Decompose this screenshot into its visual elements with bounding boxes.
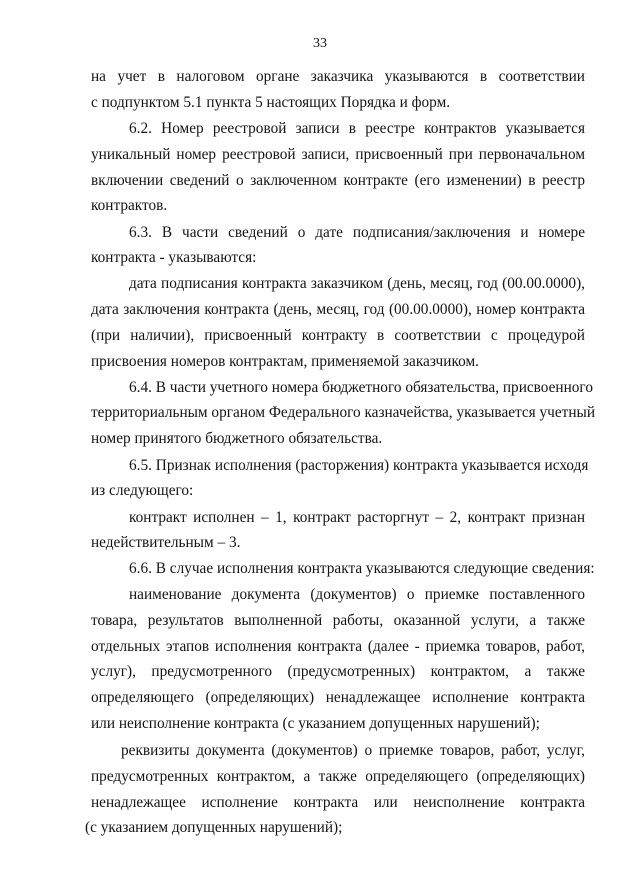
text-line: или неисполнение контракта (с указанием допущенных нарушений);: [91, 715, 540, 732]
text-line: предусмотренных контрактом, а также определяющего (определяющих): [91, 768, 585, 785]
text-line: присвоения номеров контрактам, применяемой заказчиком.: [91, 353, 479, 370]
page-number: 33: [313, 36, 327, 51]
text-line: отдельных этапов исполнения контракта (далее - приемка товаров, работ,: [91, 638, 585, 655]
paragraph-start-6-2: 6.2. Номер реестровой записи в реестре контрактов указывается: [129, 120, 585, 137]
text-line: определяющего (определяющих) ненадлежащее исполнение контракта: [91, 689, 585, 706]
text-line: с подпунктом 5.1 пункта 5 настоящих Порядка и форм.: [91, 94, 451, 111]
text-line: территориальным органом Федерального казначейства, указывается учетный: [91, 404, 596, 421]
text-line: контрактов.: [91, 197, 168, 214]
text-line: товара, результатов выполненной работы, оказанной услуги, а также: [91, 612, 585, 629]
text-line: ненадлежащее исполнение контракта или неисполнение контракта: [91, 794, 585, 811]
paragraph-start-6-4: 6.4. В части учетного номера бюджетного обязательства, присвоенного: [129, 379, 593, 396]
paragraph-start-6-6: 6.6. В случае исполнения контракта указываются следующие сведения:: [129, 560, 595, 577]
text-line: дата подписания контракта заказчиком (день, месяц, год (00.00.0000),: [129, 275, 585, 292]
text-line: (с указанием допущенных нарушений);: [85, 819, 343, 836]
text-line: уникальный номер реестровой записи, присвоенный при первоначальном: [91, 146, 585, 163]
text-line: контракта - указываются:: [91, 249, 257, 266]
paragraph-start-6-3: 6.3. В части сведений о дате подписания/заключения и номере: [129, 224, 585, 241]
text-line: на учет в налоговом органе заказчика указываются в соответствии: [91, 68, 585, 85]
text-line: включении сведений о заключенном контракте (его изменении) в реестр: [91, 172, 585, 189]
text-line: дата заключения контракта (день, месяц, год (00.00.0000), номер контракта: [91, 301, 585, 318]
text-line: услуг), предусмотренного (предусмотренных) контрактом, а также: [91, 663, 585, 680]
text-line: контракт исполнен – 1, контракт расторгнут – 2, контракт признан: [129, 509, 585, 526]
text-line: недействительным – 3.: [91, 534, 241, 551]
text-line: из следующего:: [91, 482, 194, 499]
text-line: номер принятого бюджетного обязательства.: [91, 430, 383, 447]
text-line: наименование документа (документов) о приемке поставленного: [129, 586, 585, 603]
text-line: (при наличии), присвоенный контракту в соответствии с процедурой: [91, 327, 585, 344]
paragraph-start-6-5: 6.5. Признак исполнения (расторжения) контракта указывается исходя: [129, 457, 589, 474]
text-line: реквизиты документа (документов) о приемке товаров, работ, услуг,: [121, 742, 585, 759]
